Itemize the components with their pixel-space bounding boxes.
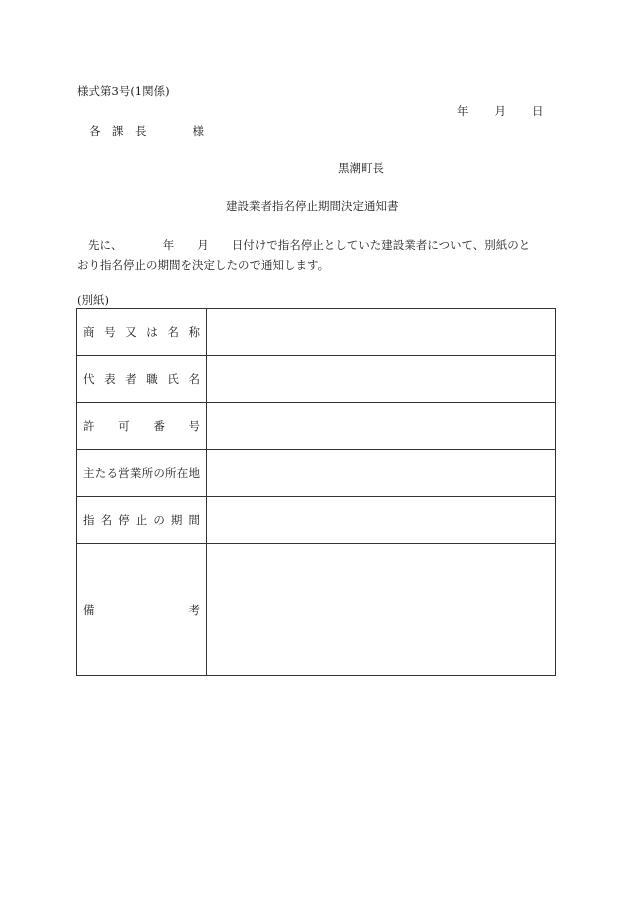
label-text [83,418,200,434]
label-char: 許 [83,419,95,433]
label-char: 又 [125,325,137,339]
label-char: た [94,466,107,480]
body-line-1: 先に、 年 月 日付けで指名停止としていた建設業者について、別紙のと [88,238,531,252]
row-label [77,450,207,497]
label-text [83,371,200,387]
row-label [77,497,207,544]
label-char: 者 [125,372,137,386]
label-char: 名 [167,325,179,339]
row-value[interactable] [207,450,556,497]
date-line [457,103,544,119]
label-char: 地 [188,466,200,480]
label-text [83,512,200,528]
label-char: 号 [104,325,116,339]
label-char: 営 [118,466,130,480]
table-row [77,403,556,450]
table-row [77,544,556,676]
issuer: 黒潮町長 [338,161,384,175]
row-value[interactable] [207,544,556,676]
date-month: 月 [494,104,506,118]
row-label [77,356,207,403]
label-text [83,602,200,618]
form-number: 様式第3号(1関係) [77,84,170,98]
label-text [83,324,200,340]
row-label [77,309,207,356]
row-label [77,544,207,676]
row-value[interactable] [207,403,556,450]
label-text [83,465,200,481]
label-char: 番 [153,419,165,433]
attachment-label: (別紙) [77,293,109,307]
label-char: 業 [129,466,142,480]
label-char: 所 [141,466,154,480]
table-row [77,309,556,356]
table-row [77,356,556,403]
label-char: 氏 [167,372,179,386]
label-char: る [106,466,118,480]
table-row [77,450,556,497]
row-value[interactable] [207,497,556,544]
label-char: 職 [146,372,158,386]
label-char: 可 [118,419,130,433]
date-year: 年 [457,104,469,118]
label-char: 指 [83,513,95,527]
info-table [76,308,556,676]
label-char: 代 [83,372,95,386]
label-char: 表 [104,372,116,386]
label-char: の [153,513,165,527]
label-char: 考 [188,602,200,617]
label-char: 間 [188,513,200,527]
label-char: の [153,466,165,480]
body-text [77,235,557,275]
label-char: 期 [170,513,183,527]
label-char: は [146,325,158,339]
addressee: 各 課 長 様 [89,124,204,138]
table-row [77,497,556,544]
row-label [77,403,207,450]
label-char: 称 [188,325,200,339]
label-char: 号 [188,419,200,433]
date-day: 日 [532,104,544,118]
label-char: 名 [100,513,113,527]
label-char: 所 [165,466,177,480]
document-title: 建設業者指名停止期間決定通知書 [226,199,399,213]
label-char: 停 [118,513,130,527]
label-char: 主 [83,466,95,480]
body-line-2: おり指名停止の期間を決定したので通知します。 [77,258,330,272]
label-char: 在 [176,466,189,480]
label-char: 名 [188,372,200,386]
label-char: 備 [83,602,95,617]
label-char: 商 [83,325,95,339]
label-char: 止 [135,513,148,527]
row-value[interactable] [207,356,556,403]
row-value[interactable] [207,309,556,356]
